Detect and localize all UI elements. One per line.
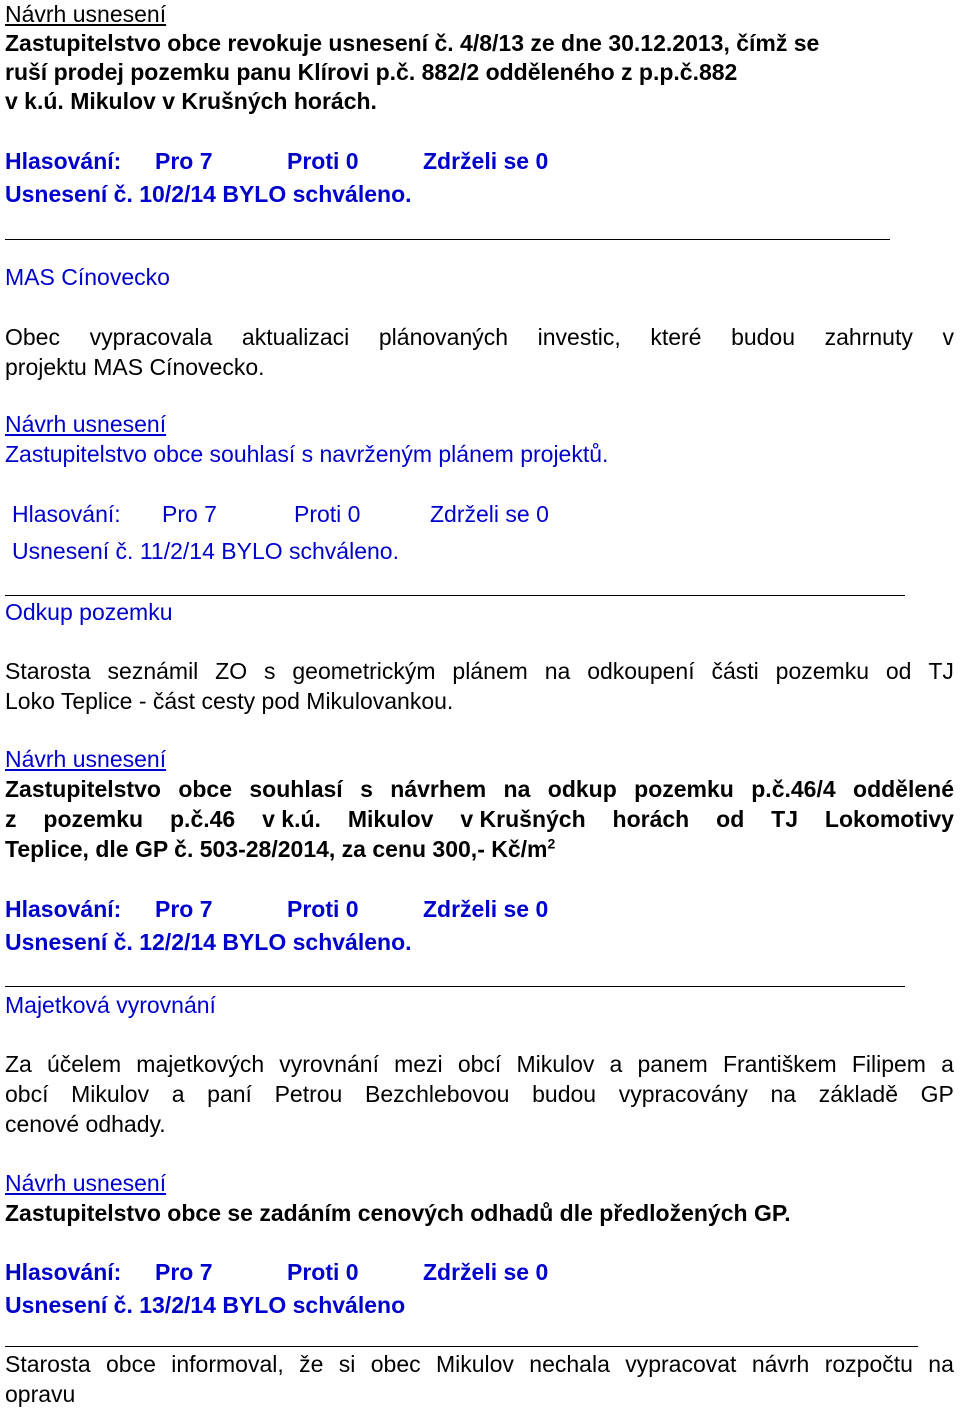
vote-pro: Pro 7: [155, 1259, 213, 1285]
word: s: [264, 658, 276, 684]
word: pozemku: [634, 776, 734, 802]
word: Lokomotivy: [824, 806, 954, 832]
resolution-text: [5, 836, 555, 862]
word: že: [299, 1351, 324, 1377]
word: od: [716, 806, 745, 832]
word: s: [360, 776, 373, 802]
word: horách: [612, 806, 690, 832]
word: Mikulov: [71, 1081, 150, 1107]
word: p.č.46: [170, 806, 236, 832]
word: Zastupitelstvo: [5, 776, 161, 802]
word: v Krušných: [460, 806, 586, 832]
vote-abstain: Zdrželi se 0: [423, 148, 549, 174]
resolution-text: Zastupitelstvo obce revokuje usnesení č. 4/8/13 ze dne 30.12.2013, čímž se: [5, 30, 820, 56]
vote-pro: Pro 7: [155, 148, 213, 174]
word: Petrou: [274, 1081, 343, 1107]
word: GP: [920, 1081, 954, 1107]
paragraph-line: [5, 1051, 954, 1077]
word: informoval,: [171, 1351, 284, 1377]
word: v: [942, 324, 954, 350]
resolution-result: Usnesení č. 10/2/14 BYLO schváleno.: [5, 181, 412, 207]
vote-label: Hlasování:: [5, 148, 122, 174]
word: Františkem: [722, 1051, 837, 1077]
vote-label: Hlasování:: [5, 1259, 122, 1285]
word: Za: [5, 1051, 32, 1077]
word: návrh: [751, 1351, 810, 1377]
word: Mikulov: [516, 1051, 595, 1077]
vote-label: Hlasování:: [5, 896, 122, 922]
paragraph-line: [5, 324, 954, 350]
vote-proti: Proti 0: [287, 148, 359, 174]
section-separator: [5, 595, 905, 596]
vote-abstain: Zdrželi se 0: [430, 501, 549, 527]
paragraph-line: [5, 658, 954, 684]
word: a: [171, 1081, 185, 1107]
vote-abstain: Zdrželi se 0: [423, 1259, 549, 1285]
resolution-result: Usnesení č. 11/2/14 BYLO schváleno.: [12, 538, 399, 564]
section-title: Majetková vyrovnání: [5, 992, 216, 1018]
section-title: MAS Cínovecko: [5, 264, 170, 290]
word: vypracovat: [625, 1351, 737, 1377]
section-separator: [5, 986, 905, 987]
word: základě: [818, 1081, 899, 1107]
word: vyrovnání: [279, 1051, 379, 1077]
vote-line: [5, 148, 583, 174]
paragraph-line: opravu: [5, 1381, 76, 1407]
word: Mikulov: [435, 1351, 514, 1377]
word: a: [941, 1051, 954, 1077]
paragraph-line: Loko Teplice - část cesty pod Mikulovankou.: [5, 688, 454, 714]
word: pozemku: [43, 806, 144, 832]
resolution-text-main: Teplice, dle GP č. 503-28/2014, za cenu 300,- Kč/m: [5, 836, 548, 862]
word: geometrickým: [292, 658, 436, 684]
word: budou: [532, 1081, 597, 1107]
word: nechala: [529, 1351, 610, 1377]
draft-resolution-heading: Návrh usnesení: [5, 746, 167, 772]
word: Obec: [5, 324, 60, 350]
resolution-result: Usnesení č. 12/2/14 BYLO schváleno.: [5, 929, 412, 955]
word: investic,: [537, 324, 621, 350]
vote-label: Hlasování:: [12, 501, 121, 527]
word: vypracovány: [618, 1081, 748, 1107]
paragraph-line: projektu MAS Cínovecko.: [5, 354, 265, 380]
word: z: [5, 806, 17, 832]
word: a: [609, 1051, 623, 1077]
word: majetkových: [136, 1051, 265, 1077]
word: aktualizaci: [241, 324, 350, 350]
vote-proti: Proti 0: [287, 896, 359, 922]
word: TJ: [928, 658, 954, 684]
word: paní: [207, 1081, 252, 1107]
word: v k.ú.: [262, 806, 321, 832]
vote-pro: Pro 7: [162, 501, 217, 527]
word: plánovaných: [378, 324, 509, 350]
word: odkoupení: [587, 658, 695, 684]
word: Starosta: [5, 1351, 91, 1377]
resolution-text: [5, 806, 954, 832]
vote-line: [12, 501, 590, 527]
word: které: [650, 324, 702, 350]
word: rozpočtu: [824, 1351, 913, 1377]
word: souhlasí: [249, 776, 343, 802]
word: pozemku: [775, 658, 869, 684]
draft-resolution-heading: Návrh usnesení: [5, 411, 167, 437]
word: vypracovala: [89, 324, 213, 350]
section-separator: [5, 1346, 918, 1347]
word: části: [711, 658, 759, 684]
word: obcí: [5, 1081, 49, 1107]
resolution-result: Usnesení č. 13/2/14 BYLO schváleno: [5, 1292, 406, 1318]
word: mezi: [394, 1051, 443, 1077]
word: Filipem: [851, 1051, 926, 1077]
word: Starosta: [5, 658, 91, 684]
word: na: [928, 1351, 954, 1377]
resolution-text: Zastupitelstvo obce souhlasí s navrženým plánem projektů.: [5, 441, 609, 467]
vote-line: [5, 1259, 583, 1285]
word: od: [885, 658, 912, 684]
word: odkup: [547, 776, 617, 802]
word: panem: [637, 1051, 708, 1077]
draft-resolution-heading: Návrh usnesení: [5, 1170, 167, 1196]
vote-line: [5, 896, 583, 922]
word: na: [503, 776, 531, 802]
paragraph-line: cenové odhady.: [5, 1111, 166, 1137]
vote-pro: Pro 7: [155, 896, 213, 922]
word: oddělené: [853, 776, 954, 802]
word: Bezchlebovou: [364, 1081, 510, 1107]
word: obce: [106, 1351, 156, 1377]
paragraph-line: [5, 1081, 954, 1107]
word: p.č.46/4: [751, 776, 836, 802]
vote-proti: Proti 0: [287, 1259, 359, 1285]
section-title: Odkup pozemku: [5, 599, 173, 625]
word: návrhem: [390, 776, 487, 802]
draft-resolution-heading: Návrh usnesení: [5, 1, 167, 27]
word: TJ: [771, 806, 798, 832]
word: plánem: [452, 658, 528, 684]
word: zahrnuty: [824, 324, 913, 350]
resolution-text: v k.ú. Mikulov v Krušných horách.: [5, 88, 377, 114]
paragraph-line: [5, 1351, 954, 1377]
word: budou: [731, 324, 796, 350]
word: účelem: [46, 1051, 122, 1077]
word: na: [770, 1081, 797, 1107]
resolution-text: [5, 776, 954, 802]
vote-abstain: Zdrželi se 0: [423, 896, 549, 922]
word: ZO: [215, 658, 248, 684]
resolution-text: ruší prodej pozemku panu Klírovi p.č. 882/2 odděleného z p.p.č.882: [5, 59, 738, 85]
word: obec: [370, 1351, 421, 1377]
resolution-text: Zastupitelstvo obce se zadáním cenových odhadů dle předložených GP.: [5, 1200, 791, 1226]
vote-proti: Proti 0: [294, 501, 361, 527]
word: seznámil: [107, 658, 199, 684]
section-separator: [5, 239, 890, 240]
word: obcí: [457, 1051, 502, 1077]
word: si: [338, 1351, 356, 1377]
superscript: 2: [547, 835, 556, 852]
word: obce: [178, 776, 232, 802]
word: na: [544, 658, 571, 684]
word: Mikulov: [347, 806, 434, 832]
